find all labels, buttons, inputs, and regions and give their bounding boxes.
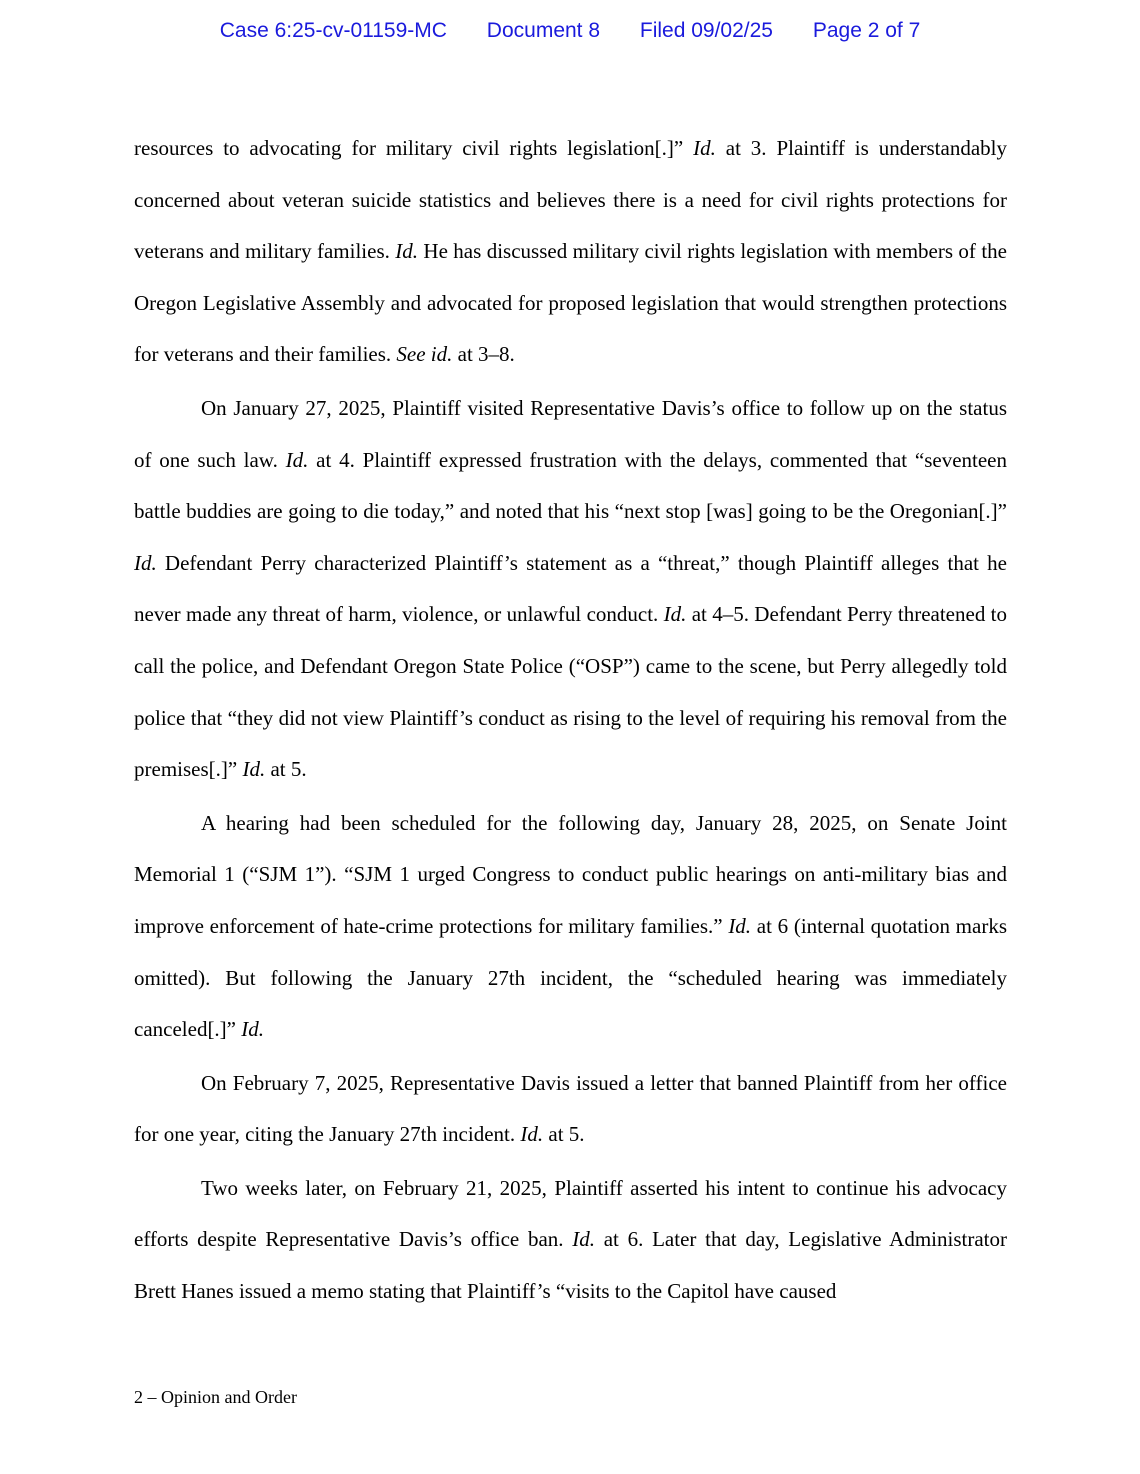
text-run: Two weeks later, on February 21, 2025, Plaintiff asserted his intent to continue his advocacy efforts despite Representative Davis’s office ban. — [134, 1175, 1007, 1252]
citation: See id. — [396, 342, 453, 367]
text-run: Defendant Perry characterized Plaintiff’s statement as a “threat,” though Plaintiff alleges that he never made any threat of harm, violence, or unlawful conduct. — [134, 550, 1007, 627]
text-run: at 3. Plaintiff is understandably concerned about veteran suicide statistics and believes there is a need for civil rights protections for veterans and military families. — [134, 136, 1007, 264]
citation: Id. — [285, 447, 309, 472]
paragraph — [134, 1163, 1007, 1318]
case-number: Case 6:25-cv-01159-MC — [219, 19, 447, 42]
citation: Id. — [572, 1227, 595, 1252]
citation: Id. — [693, 136, 716, 160]
document-body — [134, 123, 1007, 1320]
citation: Id. — [395, 239, 419, 264]
paragraph — [134, 798, 1007, 1056]
document-number: Document 8 — [486, 19, 601, 42]
text-run: at 6 (internal quotation marks omitted). But following the January 27th incident, the “scheduled hearing was immediately canceled[.]” — [134, 913, 1008, 1042]
citation: Id. — [520, 1122, 544, 1147]
text-run: at 4–5. Defendant Perry threatened to call the police, and Defendant Oregon State Police (“OSP”) came to the scene, but Perry allegedly told police that “they did not view Plaintiff’s conduct as rising to the level of requiring his removal from the premises[.]” — [134, 602, 1007, 782]
text-run: resources to advocating for military civil rights legislation[.]” — [134, 136, 694, 160]
page-footer: 2 – Opinion and Order — [134, 1387, 297, 1407]
text-run: at 4. Plaintiff expressed frustration with the delays, commented that “seventeen battle buddies are going to die today,” and noted that his “next stop [was] going to be the Oregonian[.]” — [134, 447, 1007, 524]
case-header — [0, 19, 1140, 43]
text-run: On January 27, 2025, Plaintiff visited Representative Davis’s office to follow up on the status of one such law. — [134, 395, 1007, 472]
text-run: On February 7, 2025, Representative Davis issued a letter that banned Plaintiff from her office for one year, citing the January 27th incident. — [134, 1070, 1007, 1147]
text-run: at 6. Later that day, Legislative Administrator Brett Hanes issued a memo stating that Plaintiff’s “visits to the Capitol have caused — [134, 1227, 1007, 1304]
text-run: A hearing had been scheduled for the following day, January 28, 2025, on Senate Joint Memorial 1 (“SJM 1”). “SJM 1 urged Congress to conduct public hearings on anti-military bias and improve enforcement of hate-crime protections for military families.” — [134, 810, 1007, 938]
text-run: at 3–8. — [452, 342, 515, 367]
citation: Id. — [241, 1017, 264, 1042]
paragraph — [134, 1058, 1007, 1161]
text-run: He has discussed military civil rights legislation with members of the Oregon Legislative Assembly and advocated for proposed legislation that would strengthen protections for veterans and their families. — [134, 239, 1007, 367]
text-run: at 5. — [265, 757, 307, 782]
citation: Id. — [134, 550, 157, 575]
text-run: at 5. — [543, 1122, 585, 1147]
paragraph — [134, 383, 1007, 796]
citation: Id. — [728, 913, 752, 938]
paragraph — [134, 123, 1007, 381]
page-number: Page 2 of 7 — [812, 19, 921, 42]
citation: Id. — [242, 757, 266, 782]
citation: Id. — [663, 602, 687, 627]
filed-date: Filed 09/02/25 — [639, 19, 773, 42]
